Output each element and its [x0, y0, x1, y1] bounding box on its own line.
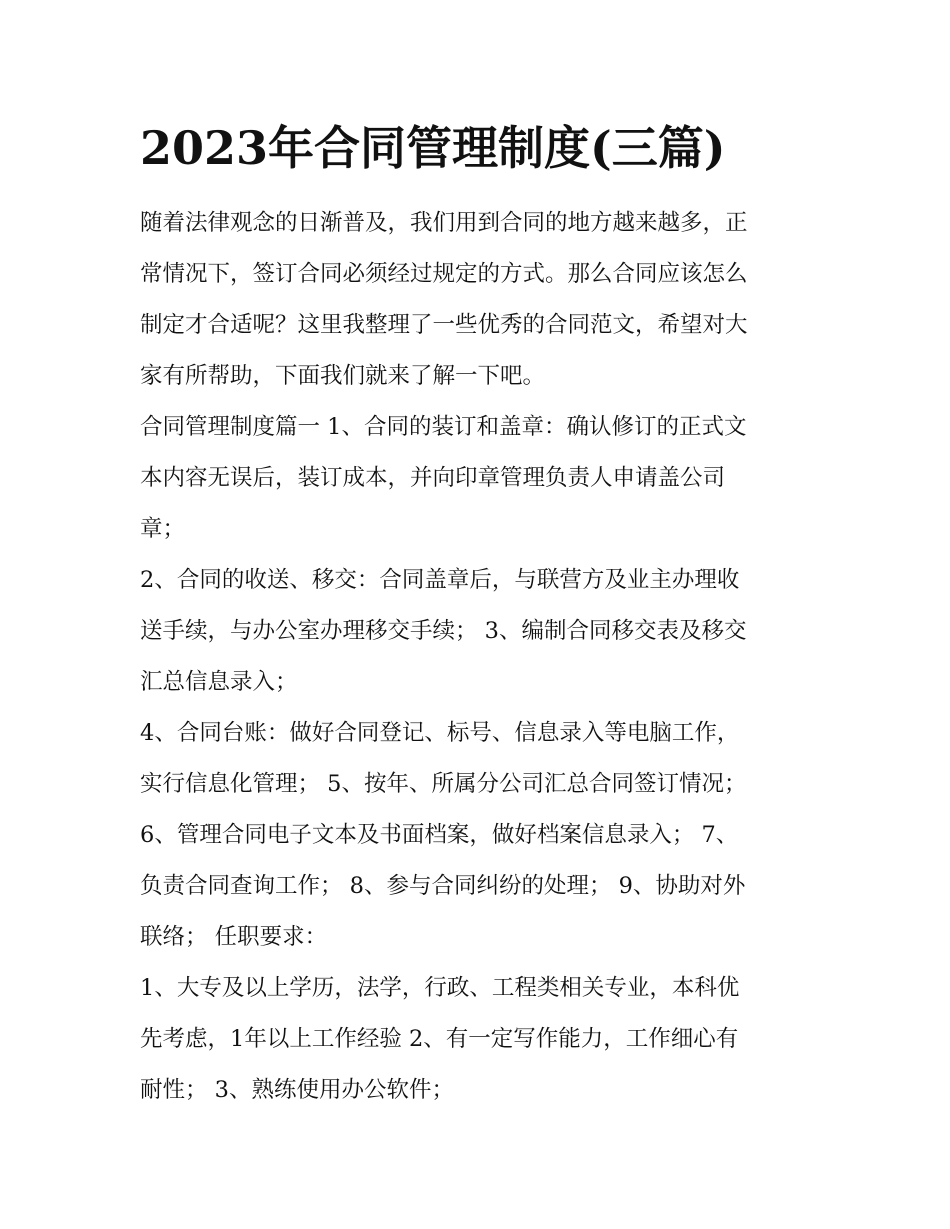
paragraph-job-requirements: 1、大专及以上学历，法学，行政、工程类相关专业，本科优 先考虑，1年以上工作经验 2、有一定写作能力，工作细心有 耐性； 3、熟练使用办公软件； — [140, 975, 740, 1103]
intro-paragraph: 随着法律观念的日渐普及，我们用到合同的地方越来越多，正 常情况下，签订合同必须经过规定的方式。那么合同应该怎么 制定才合适呢？这里我整理了一些优秀的合同范文，希望对大 家有所帮助，下面我们就来了解一下吧。 — [140, 210, 748, 389]
paragraph-contract-archive: 6、管理合同电子文本及书面档案，做好档案信息录入； 7、 负责合同查询工作； 8、参与合同纠纷的处理； 9、协助对外 联络； 任职要求： — [140, 822, 746, 950]
paragraph-contract-delivery: 2、合同的收送、移交：合同盖章后，与联营方及业主办理收 送手续，与办公室办理移交手续； 3、编制合同移交表及移交 汇总信息录入； — [140, 567, 747, 695]
paragraph-contract-ledger: 4、合同台账：做好合同登记、标号、信息录入等电脑工作， 实行信息化管理； 5、按年、所属分公司汇总合同签订情况； — [140, 720, 747, 797]
paragraph-contract-binding: 合同管理制度篇一 1、合同的装订和盖章：确认修订的正式文 本内容无误后，装订成本，并向印章管理负责人申请盖公司 章； — [140, 414, 747, 542]
document-title: 2023年合同管理制度(三篇) — [140, 121, 726, 175]
document-body — [140, 198, 812, 1116]
